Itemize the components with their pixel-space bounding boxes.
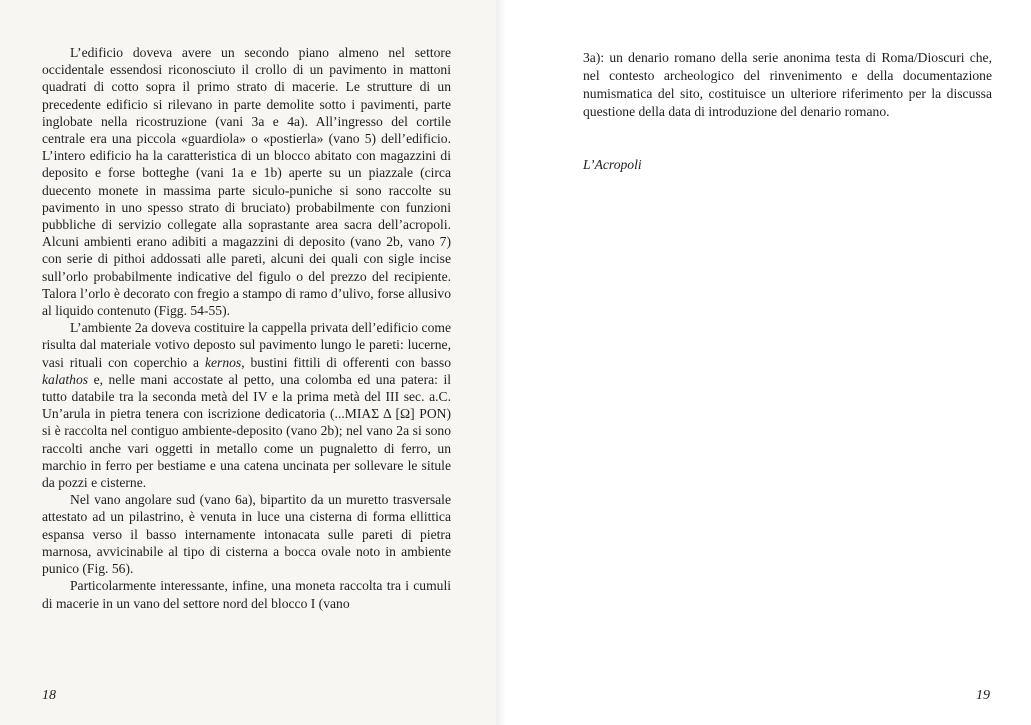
section-heading: L’Acropoli (583, 157, 642, 172)
right-page-text-column (583, 49, 992, 121)
left-page-number: 18 (42, 688, 56, 703)
text-run: Nel vano angolare sud (vano 6a), bipartito da un muretto trasversale attestato ad un pilastrino, è venuta in luce una cisterna di forma ellittica espansa verso il basso internamente intonacata sulle pareti di pietra marnosa, avvicinabile al tipo di cisterna a bocca ovale noto in ambiente punico (Fig. 56). (42, 492, 451, 577)
body-paragraph (42, 491, 451, 577)
text-run: e, nelle mani accostate al petto, una colomba ed una patera: il tutto databile tra la seconda metà del IV e la prima metà del III sec. a.C. Un’arula in pietra tenera con iscrizione dedicatoria (...ΜΙΑΣ Δ [Ω] ΡΟΝ) si è raccolta nel contiguo ambiente-deposito (vano 2b); nel vano 2a si sono raccolti anche vari oggetti in metallo come un pugnaletto di ferro, un marchio in ferro per bestiame e una catena uncinata per sollevare le situle da pozzi e cisterne. (42, 371, 451, 491)
body-paragraph (42, 577, 451, 611)
text-run: , bustini fittili di offerenti con basso (241, 354, 451, 370)
italic-term: kalathos (42, 371, 89, 387)
body-paragraph (42, 319, 451, 491)
right-page-paragraph: 3a): un denario romano della serie anonima testa di Roma/Dioscuri che, nel contesto archeologico del rinvenimento e della documentazione numismatica del sito, costituisce un ulteriore riferimento per la discussa questione della data di introduzione del denario romano. (583, 50, 992, 119)
page-gutter (496, 0, 506, 725)
right-page-number: 19 (976, 688, 990, 703)
text-run: L’edificio doveva avere un secondo piano almeno nel settore occidentale essendosi riconosciuto il crollo di un pavimento in mattoni quadrati di cotto sopra il primo strato di macerie. Le strutture di un precedente edificio si rilevano in parte demolite sotto i pavimenti, parte inglobate nella ricostruzione (vani 3a e 4a). All’ingresso del cortile centrale era una piccola «guardiola» o «postierla» (vano 5) dell’edificio. L’intero edificio ha la caratteristica di un blocco abitato con magazzini di deposito e forse botteghe (vani 1a e 1b) aperte su un piazzale (circa duecento monete in massima parte siculo-puniche si sono raccolte su pavimento in uno spesso strato di bruciato) probabilmente con funzioni pubbliche di servizio collegate alla soprastante area sacra dell’acropoli. Alcuni ambienti erano adibiti a magazzini di deposito (vano 2b, vano 7) con serie di pithoi addossati alle pareti, alcuni dei quali con sigle incise sull’orlo probabilmente indicative del figulo o del prezzo del recipiente. Talora l’orlo è decorato con fregio a stampo di ramo d’ulivo, forse allusivo al liquido contenuto (Figg. 54-55). (42, 45, 451, 319)
italic-term: kernos (204, 354, 242, 370)
text-run: Particolarmente interessante, infine, una moneta raccolta tra i cumuli di macerie in un vano del settore nord del blocco I (vano (42, 578, 451, 611)
body-paragraph (42, 44, 451, 319)
left-page-text-column (42, 44, 451, 612)
text-run: L’ambiente 2a doveva costituire la cappella privata dell’edificio come risulta dal materiale votivo deposto sul pavimento lungo le pareti: lucerne, vasi rituali con coperchio a (42, 320, 451, 370)
